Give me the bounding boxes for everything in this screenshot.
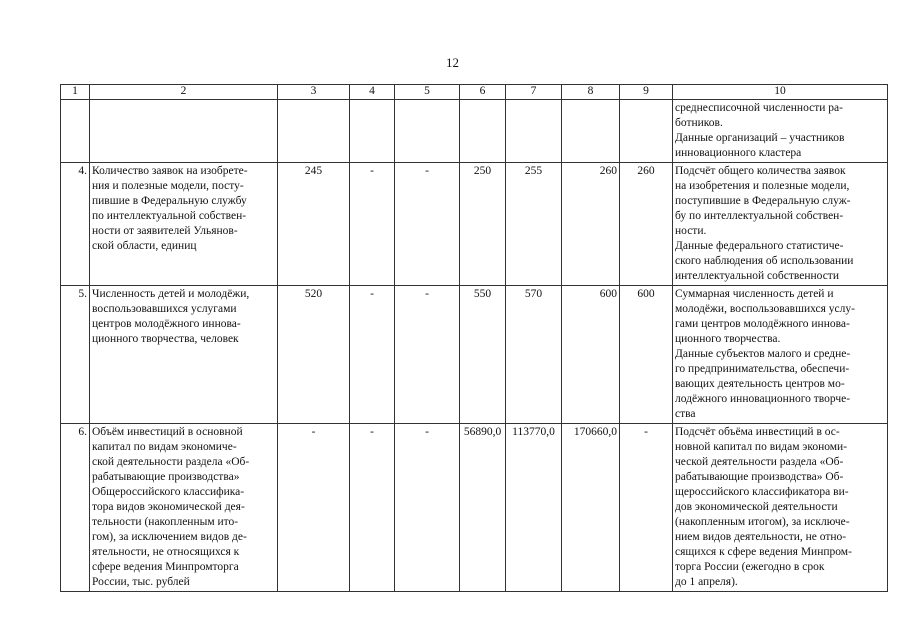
header-cell-4: 4 xyxy=(350,85,395,100)
header-cell-1: 1 xyxy=(61,85,90,100)
value-col9: 260 xyxy=(620,163,673,286)
method-description: Подсчёт общего количества заявок на изобретения и полезные модели, поступившие в Федеральную служ- бу по интеллектуальной собствен- ности. Данные федерального статистиче- ского наблюдения об использовании интеллектуальной собственности xyxy=(675,165,854,282)
method-description: Подсчёт объёма инвестиций в ос- новной капитал по видам экономи- ческой деятельности раздела «Об- рабатывающие производства» Об- щероссийского классификатора ви- дов экономической деятельности (накопленным итогом), за исключе- нием видов деятельности, не отно- сящихся к сфере ведения Минпром- торга России (ежегодно в срок до 1 апреля). xyxy=(675,426,852,588)
value-col3: 520 xyxy=(278,286,350,424)
continuation-row xyxy=(61,100,888,163)
continuation-method-text: среднесписочной численности ра- ботников. Данные организаций – участников инновационного кластера xyxy=(675,102,845,159)
indicator-name: Количество заявок на изобрете- ния и полезные модели, посту- пившие в Федеральную службу по интеллектуальной собствен- ности от заявителей Ульянов- ской области, единиц xyxy=(92,165,248,252)
value-col5: - xyxy=(395,163,460,286)
indicator-name: Численность детей и молодёжи, воспользовавшихся услугами центров молодёжного иннова- ционного творчества, человек xyxy=(92,288,250,345)
value-col7: 113770,0 xyxy=(506,424,562,592)
value-col6: 550 xyxy=(460,286,506,424)
value-col5: - xyxy=(395,424,460,592)
value-col7: 570 xyxy=(506,286,562,424)
row-number: 5. xyxy=(61,286,90,424)
header-cell-7: 7 xyxy=(506,85,562,100)
value-col7: 255 xyxy=(506,163,562,286)
row-number: 4. xyxy=(61,163,90,286)
value-col9: 600 xyxy=(620,286,673,424)
value-col3: 245 xyxy=(278,163,350,286)
value-col9: - xyxy=(620,424,673,592)
value-col8: 170660,0 xyxy=(562,424,620,592)
indicator-name: Объём инвестиций в основной капитал по видам экономиче- ской деятельности раздела «Об- рабатывающие производства» Общероссийского классифика- тора видов экономической дея- тельности (накопленным ито- гом), за исключением видов де- ятельности, не относящихся к сфере ведения Минпромторга России, тыс. рублей xyxy=(92,426,250,588)
value-col3: - xyxy=(278,424,350,592)
header-cell-10: 10 xyxy=(673,85,888,100)
page-number: 12 xyxy=(446,55,459,70)
row-number: 6. xyxy=(61,424,90,592)
table-header-row xyxy=(61,85,888,100)
value-col4: - xyxy=(350,163,395,286)
header-cell-2: 2 xyxy=(90,85,278,100)
method-description: Суммарная численность детей и молодёжи, воспользовавшихся услу- гами центров молодёжного иннова- ционного творчества. Данные субъектов малого и средне- го предпринимательства, обеспечи- вающих деятельность центров мо- лодёжного инновационного творче- ства xyxy=(675,288,855,420)
value-col8: 260 xyxy=(562,163,620,286)
value-col4: - xyxy=(350,286,395,424)
value-col6: 56890,0 xyxy=(460,424,506,592)
header-cell-9: 9 xyxy=(620,85,673,100)
header-cell-6: 6 xyxy=(460,85,506,100)
header-cell-5: 5 xyxy=(395,85,460,100)
header-cell-8: 8 xyxy=(562,85,620,100)
header-cell-3: 3 xyxy=(278,85,350,100)
value-col8: 600 xyxy=(562,286,620,424)
value-col6: 250 xyxy=(460,163,506,286)
table-row xyxy=(61,163,888,286)
indicators-table xyxy=(60,84,888,592)
value-col5: - xyxy=(395,286,460,424)
value-col4: - xyxy=(350,424,395,592)
table-row xyxy=(61,286,888,424)
table-row xyxy=(61,424,888,592)
